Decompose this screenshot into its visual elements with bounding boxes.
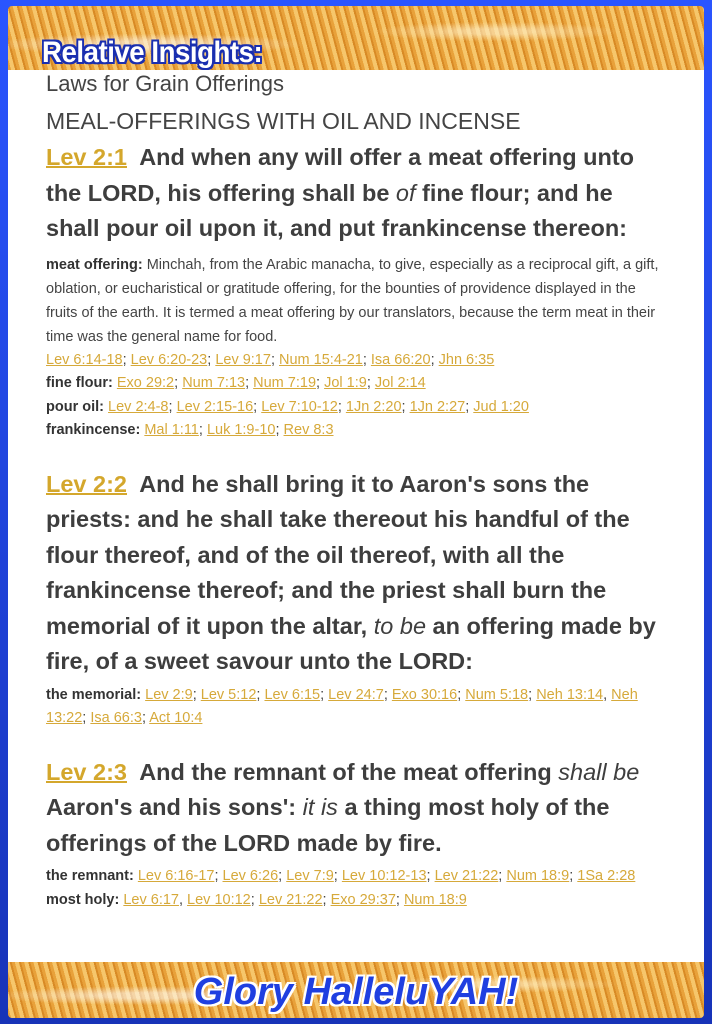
xref-link[interactable]: Num 7:13: [182, 375, 246, 391]
xref-link[interactable]: Exo 29:37: [330, 891, 396, 908]
crossref-most-holy: most holy: Lev 6:17, Lev 10:12; Lev 21:22; Exo 29:37; Num 18:9: [46, 891, 467, 908]
closing-text: Glory HalleluYAH!: [193, 971, 519, 1013]
xref-link[interactable]: Lev 6:15: [264, 686, 321, 703]
xref-link[interactable]: Jhn 6:35: [438, 351, 495, 368]
page-content: [8, 66, 704, 968]
xref-link[interactable]: Lev 7:10-12: [261, 398, 338, 415]
xref-link[interactable]: Lev 21:22: [434, 868, 499, 884]
xref-link[interactable]: Lev 6:14-18: [46, 351, 123, 368]
xref-link[interactable]: Act 10:4: [149, 710, 203, 726]
xref-link[interactable]: Lev 6:16-17: [137, 868, 215, 884]
xref-link[interactable]: 1Sa 2:28: [577, 868, 636, 884]
xref-link[interactable]: Num 15:4-21: [279, 351, 363, 368]
verse-ref-link[interactable]: Lev 2:3: [46, 758, 127, 785]
verse-italic-text: to be: [373, 612, 427, 639]
xref-link[interactable]: Isa 66:20: [370, 351, 431, 368]
xref-link[interactable]: Lev 21:22: [258, 891, 323, 908]
spacer: [46, 443, 666, 467]
crossref-label: frankincense:: [46, 422, 141, 438]
crossref-label: the memorial:: [46, 686, 142, 703]
xref-link[interactable]: Jol 1:9: [324, 375, 367, 391]
xref-link[interactable]: Lev 2:15-16: [176, 398, 254, 415]
xref-link[interactable]: Lev 2:4-8: [108, 398, 169, 415]
xref-link[interactable]: Mal 1:11: [144, 422, 199, 438]
verse-text: fine flour; and he shall pour oil upon it, and put frankincense thereon:: [46, 179, 628, 241]
xref-link[interactable]: Neh 13:14: [536, 686, 604, 703]
xref-link[interactable]: Num 7:19: [253, 375, 317, 391]
verse-lev-2-2: [46, 467, 666, 680]
verse-text: And the remnant of the meat offering: [139, 758, 559, 785]
xref-link[interactable]: Lev 6:26: [222, 868, 279, 884]
crossref-label: pour oil:: [46, 398, 104, 415]
verse-lev-2-1: [46, 140, 666, 247]
xref-link[interactable]: Neh 13:22: [46, 686, 638, 726]
crossref-the-remnant: the remnant: Lev 6:16-17; Lev 6:26; Lev 7:9; Lev 10:12-13; Lev 21:22; Num 18:9; 1Sa 2:28: [46, 868, 636, 884]
crossref-frankincense: frankincense: Mal 1:11; Luk 1:9-10; Rev 8:3: [46, 422, 334, 438]
xref-link[interactable]: Lev 2:9: [145, 686, 193, 703]
verse-text: an offering made by fire, of a sweet savour unto the LORD:: [46, 612, 656, 674]
xref-link[interactable]: Jol 2:14: [374, 375, 426, 391]
crossref-label: most holy:: [46, 891, 120, 908]
note-term: meat offering:: [46, 256, 143, 273]
verse-italic-text: shall be: [558, 758, 640, 785]
verse-lev-2-3: [46, 755, 666, 862]
crossref-label: fine flour:: [46, 375, 113, 391]
xref-link[interactable]: Lev 6:17: [123, 891, 179, 908]
crossref-fine-flour: fine flour: Exo 29:2; Num 7:13; Num 7:19; Jol 1:9; Jol 2:14: [46, 375, 426, 391]
xref-link[interactable]: Luk 1:9-10: [206, 422, 276, 438]
xref-link[interactable]: Num 5:18: [465, 686, 529, 703]
xref-link[interactable]: Lev 7:9: [286, 868, 334, 884]
verse-text: And he shall bring it to Aaron's sons the priests: and he shall take thereout his handful of the flour thereof, and of the oil thereof, with all the frankincense thereof; and the priest shall burn the memorial of it upon the altar,: [46, 470, 630, 639]
xref-link[interactable]: Exo 30:16: [391, 686, 458, 703]
xref-link[interactable]: Lev 5:12: [200, 686, 257, 703]
xref-link[interactable]: Lev 24:7: [328, 686, 384, 703]
xref-link[interactable]: Num 18:9: [403, 891, 467, 908]
xref-link[interactable]: Exo 29:2: [116, 375, 175, 391]
verse-italic-text: of: [395, 179, 416, 206]
verse-ref-link[interactable]: Lev 2:2: [46, 470, 127, 497]
verse-text: Aaron's and his sons':: [46, 794, 303, 820]
xref-link[interactable]: Lev 9:17: [215, 351, 271, 368]
note-text: Minchah, from the Arabic manacha, to give, especially as a reciprocal gift, a gift, oblation, or eucharistical or gratitude offering, for the bounties of providence displayed in the fruits of the earth. It is termed a meat offering by our translators, because the term meat in their time was the general name for food.: [46, 256, 659, 345]
wheat-banner-bottom: [8, 962, 704, 1018]
xref-link[interactable]: Lev 6:20-23: [130, 351, 208, 368]
crossref-label: the remnant:: [46, 868, 134, 884]
wheat-banner-top: [8, 6, 704, 70]
xref-link[interactable]: Lev 10:12: [187, 891, 251, 908]
verse-text: And when any will offer a meat offering unto the LORD, his offering shall be: [46, 144, 635, 206]
verse-text: a thing most holy of the offerings of the LORD made by fire.: [46, 794, 610, 856]
xref-link[interactable]: 1Jn 2:20: [345, 398, 402, 415]
xref-link[interactable]: Rev 8:3: [283, 422, 334, 438]
content-column: [46, 70, 666, 912]
xref-link[interactable]: 1Jn 2:27: [409, 398, 466, 415]
xref-link[interactable]: Jud 1:20: [473, 398, 529, 415]
xref-link[interactable]: Isa 66:3: [90, 710, 142, 726]
note-refs: Lev 6:14-18; Lev 6:20-23; Lev 9:17; Num 15:4-21; Isa 66:20; Jhn 6:35: [46, 351, 495, 368]
banner-title: Relative Insights:: [42, 36, 263, 69]
verse-italic-text: it is: [302, 794, 338, 820]
crossref-the-memorial: the memorial: Lev 2:9; Lev 5:12; Lev 6:15; Lev 24:7; Exo 30:16; Num 5:18; Neh 13:14, Neh 13:22; Isa 66:3; Act 10:4: [46, 686, 638, 726]
page-subtitle: Laws for Grain Offerings: [46, 71, 285, 96]
section-heading: MEAL-OFFERINGS WITH OIL AND INCENSE: [46, 108, 521, 134]
crossref-pour-oil: pour oil: Lev 2:4-8; Lev 2:15-16; Lev 7:10-12; 1Jn 2:20; 1Jn 2:27; Jud 1:20: [46, 398, 529, 415]
xref-link[interactable]: Num 18:9: [506, 868, 570, 884]
word-note: [46, 253, 666, 349]
xref-link[interactable]: Lev 10:12-13: [341, 868, 427, 884]
verse-ref-link[interactable]: Lev 2:1: [46, 144, 127, 170]
spacer: [46, 731, 666, 755]
